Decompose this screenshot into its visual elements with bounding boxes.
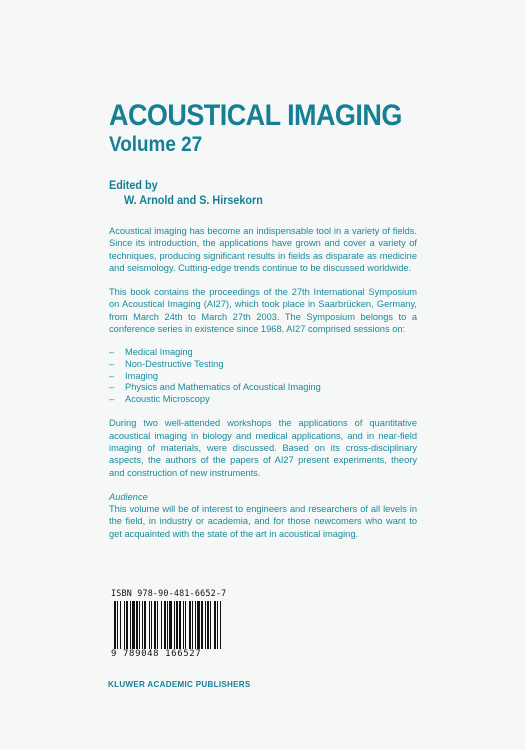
barcode-bar — [126, 601, 128, 649]
publisher-name: KLUWER ACADEMIC PUBLISHERS — [108, 679, 251, 689]
barcode-bar — [151, 601, 152, 649]
barcode-bar — [195, 601, 196, 649]
volume-label: Volume 27 — [109, 133, 203, 156]
barcode-bar — [132, 601, 135, 649]
book-title: ACOUSTICAL IMAGING — [109, 99, 402, 132]
session-label: Medical Imaging — [125, 347, 193, 358]
session-label: Imaging — [125, 370, 159, 381]
list-item: – Physics and Mathematics of Acoustical Imaging — [109, 382, 321, 393]
description-paragraph-3: During two well-attended workshops the applications of quantitative acoustical imaging in biology and medical applications, and in near-field imaging of materials, were discussed. Based on its cross-disciplinary aspects, the authors of the papers of AI27 present experiments, theory and construction of new instruments. — [109, 418, 417, 478]
barcode-bar — [201, 601, 203, 649]
barcode-digits: 9 789048 166527 — [111, 649, 202, 659]
barcode-bar — [114, 601, 116, 649]
description-paragraph-2: This book contains the proceedings of the 27th International Symposium on Acoustical Imaging (AI27), which took place in Saarbrücken, Germany, from March 24th to March 27th 2003. The Symposium belongs to a conference series in existence since 1968. AI27 comprised sessions on: — [109, 287, 417, 335]
barcode-bar — [164, 601, 166, 649]
audience-text: This volume will be of interest to engineers and researchers of all levels in the field, in industry or academia, and for those newcomers who want to get acquainted with the state of the art in acoustical imaging. — [109, 504, 417, 539]
session-label: Acoustic Microscopy — [125, 393, 210, 404]
barcode-bar — [154, 601, 156, 649]
list-item: – Imaging — [109, 370, 159, 381]
description-block — [109, 225, 417, 540]
barcode-bar — [183, 601, 184, 649]
sessions-list — [109, 347, 417, 405]
session-label: Physics and Mathematics of Acoustical Imaging — [125, 382, 321, 393]
barcode-bar — [210, 601, 211, 649]
barcode-bar — [139, 601, 140, 649]
list-item: – Acoustic Microscopy — [109, 393, 210, 404]
barcode-bar — [176, 601, 178, 649]
barcode-bar — [179, 601, 181, 649]
barcode-bar — [189, 601, 191, 649]
session-label: Non-Destructive Testing — [125, 358, 224, 369]
barcode-bar — [130, 601, 131, 649]
editors-names: W. Arnold and S. Hirsekorn — [124, 193, 263, 207]
barcode-bar — [142, 601, 143, 649]
barcode-bar — [157, 601, 158, 649]
barcode-bar — [217, 601, 218, 649]
list-item: – Non-Destructive Testing — [109, 358, 224, 369]
barcode-bar — [169, 601, 172, 649]
barcode-bar — [174, 601, 175, 649]
barcode-bar — [185, 601, 186, 649]
barcode-bar — [124, 601, 125, 649]
list-item: – Medical Imaging — [109, 347, 193, 358]
description-paragraph-1: Acoustical imaging has become an indispensable tool in a variety of fields. Since its introduction, the applications have grown and cover a variety of techniques, producing significant results in fields as disparate as medicine and seismology. Cutting-edge trends continue to be discussed worldwide. — [109, 226, 417, 273]
barcode-bar — [220, 601, 221, 649]
barcode-bar — [120, 601, 121, 649]
barcode-bar — [149, 601, 150, 649]
audience-heading: Audience — [109, 491, 148, 502]
isbn-label: ISBN 978-90-481-6652-7 — [111, 588, 227, 598]
barcode-bar — [167, 601, 168, 649]
barcode-bar — [214, 601, 216, 649]
barcode-bar — [117, 601, 118, 649]
barcode-bar — [144, 601, 146, 649]
barcode-bar — [136, 601, 138, 649]
barcode-bar — [161, 601, 162, 649]
barcode-bar — [205, 601, 206, 649]
edited-by-label: Edited by — [109, 178, 158, 192]
barcode-bar — [207, 601, 209, 649]
barcode-block — [111, 588, 225, 659]
barcode-bar — [197, 601, 200, 649]
barcode-bar — [192, 601, 193, 649]
barcode-image — [111, 601, 225, 649]
